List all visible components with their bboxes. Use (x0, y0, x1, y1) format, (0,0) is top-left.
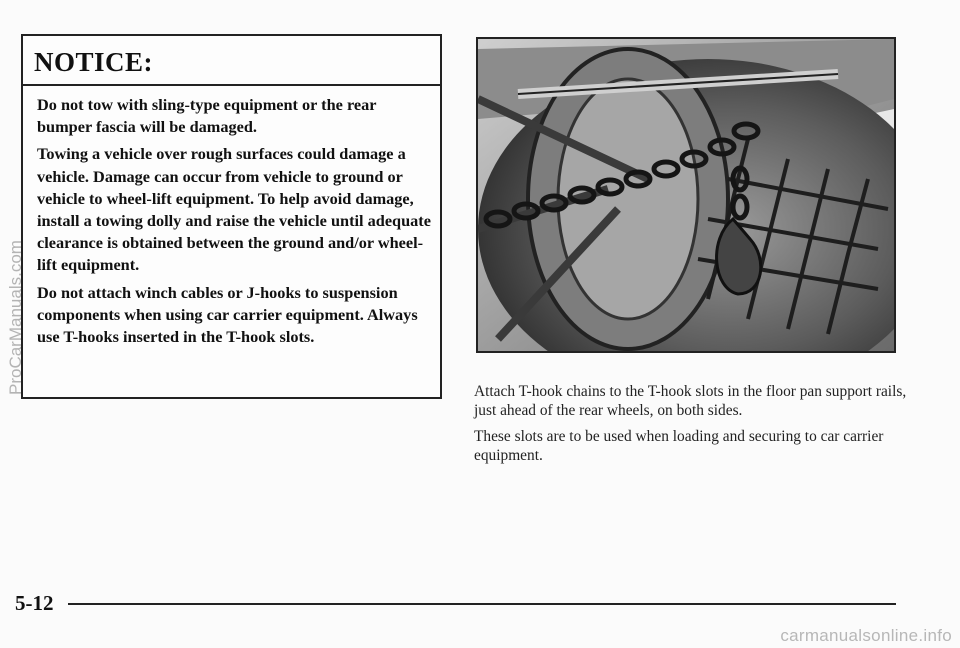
caption-paragraph-2: These slots are to be used when loading and securing to car carrier equipment. (474, 428, 884, 464)
page-number: 5-12 (15, 591, 54, 615)
footer-rule (68, 603, 896, 605)
notice-title: NOTICE: (23, 36, 440, 86)
tire-chain-photo (476, 37, 896, 353)
notice-box (21, 34, 442, 399)
tire-with-t-hook-chain-photo-icon (478, 39, 894, 351)
footer-watermark: carmanualsonline.info (780, 626, 952, 645)
caption (474, 383, 914, 473)
notice-body (23, 86, 440, 348)
notice-paragraph-2: Towing a vehicle over rough surfaces could damage a vehicle. Damage can occur from vehicle to ground or vehicle to wheel-lift equipment. To help avoid damage, install a towing dolly and raise the vehicle until adequate clearance is obtained between the ground and/or wheel-lift equipment. (37, 144, 431, 275)
caption-paragraph-1: Attach T-hook chains to the T-hook slots in the floor pan support rails, just ahead of the rear wheels, on both sides. (474, 383, 907, 419)
notice-paragraph-1: Do not tow with sling-type equipment or the rear bumper fascia will be damaged. (37, 95, 377, 137)
notice-paragraph-3: Do not attach winch cables or J-hooks to suspension components when using car carrier equipment. Always use T-hooks inserted in the T-hook slots. (37, 282, 418, 347)
side-watermark: ProCarManuals.com (6, 240, 25, 395)
